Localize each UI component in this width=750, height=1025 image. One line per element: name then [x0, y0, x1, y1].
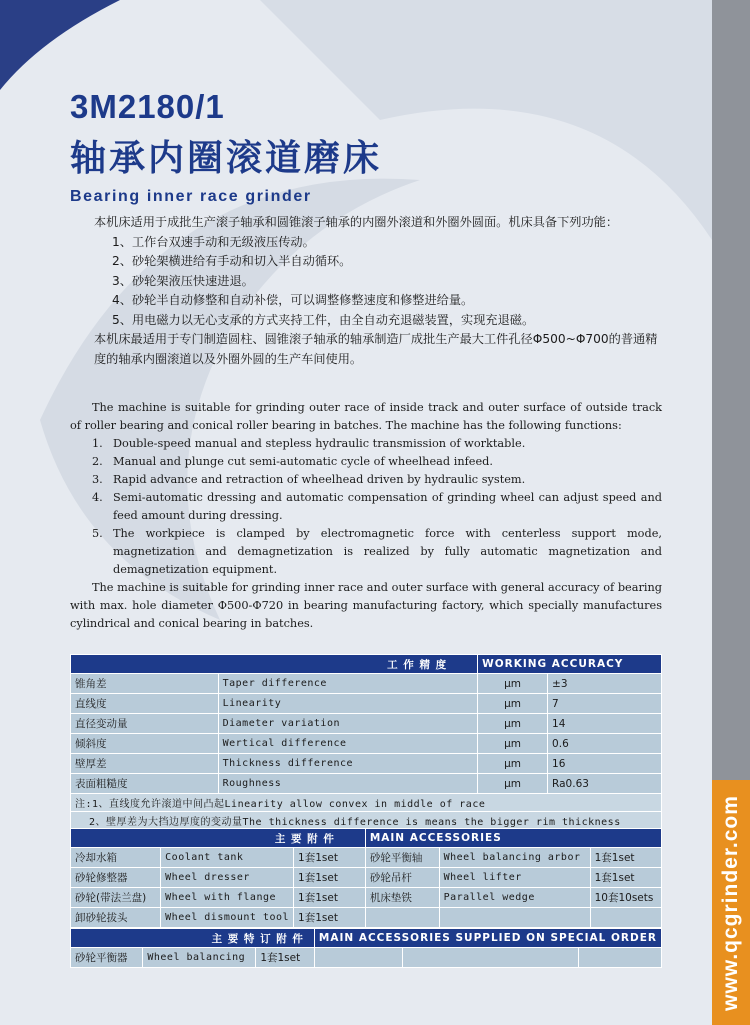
cell: 1套1set — [294, 908, 366, 928]
cell: 卸砂轮拔头 — [71, 908, 161, 928]
table-header — [71, 929, 662, 948]
cell — [314, 948, 402, 968]
row-value: Ra0.63 — [548, 774, 662, 794]
cell: Wheel lifter — [439, 868, 590, 888]
accessories-header-en: MAIN ACCESSORIES — [365, 829, 661, 848]
cell: Wheel dresser — [161, 868, 294, 888]
table-note: 2、壁厚差为大挡边厚度的变动量The thickness difference is means the bigger rim thickness — [71, 812, 662, 830]
row-value: 7 — [548, 694, 662, 714]
cell: 砂轮平衡器 — [71, 948, 143, 968]
cell: 1套1set — [294, 868, 366, 888]
main-accessories-table — [70, 828, 662, 928]
row-unit: μm — [478, 674, 548, 694]
list-item: 5. The workpiece is clamped by electromagnetic force with centerless support mode, magnetization and demagnetization is realized by fully automatic magnetization and demagnetization equipment. — [92, 527, 662, 576]
page-title-en: Bearing inner race grinder — [70, 188, 312, 205]
row-unit: μm — [478, 694, 548, 714]
table-row — [71, 848, 662, 868]
cell — [590, 908, 661, 928]
cell — [402, 948, 578, 968]
table-row — [71, 888, 662, 908]
cell — [439, 908, 590, 928]
cell: 砂轮修整器 — [71, 868, 161, 888]
en-summary: The machine is suitable for grinding inner race and outer surface with general accuracy of bearing with max. hole diameter Φ500-Φ720 in bearing manufacturing factory, which specially manufactures cylindrical and conical bearing in batches. — [70, 581, 662, 630]
accuracy-header-cn: 工 作 精 度 — [71, 655, 478, 674]
list-item: 1. Double-speed manual and stepless hydraulic transmission of worktable. — [92, 437, 526, 450]
row-cn: 壁厚差 — [71, 754, 219, 774]
page-title-cn: 轴承内圈滚道磨床 — [70, 138, 383, 179]
chinese-description — [70, 213, 662, 369]
cell: Wheel balancing — [143, 948, 256, 968]
row-value: ±3 — [548, 674, 662, 694]
table-row — [71, 754, 662, 774]
cn-item: 2、砂轮架横进给有手动和切入半自动循环。 — [112, 254, 352, 268]
special-header-cn: 主 要 特 订 附 件 — [71, 929, 315, 948]
row-cn: 直线度 — [71, 694, 219, 714]
row-en: Diameter variation — [218, 714, 477, 734]
row-cn: 直径变动量 — [71, 714, 219, 734]
cell — [365, 908, 439, 928]
cell: 砂轮(带法兰盘) — [71, 888, 161, 908]
list-item: 4. Semi-automatic dressing and automatic compensation of grinding wheel can adjust speed and feed amount during dressing. — [92, 491, 662, 522]
table-row — [71, 774, 662, 794]
working-accuracy-table — [70, 654, 662, 830]
row-cn: 锥角差 — [71, 674, 219, 694]
english-description — [70, 399, 662, 633]
row-value: 0.6 — [548, 734, 662, 754]
row-en: Thickness difference — [218, 754, 477, 774]
row-en: Wertical difference — [218, 734, 477, 754]
table-row — [71, 674, 662, 694]
cn-item: 4、砂轮半自动修整和自动补偿，可以调整修整速度和修整进给量。 — [112, 293, 474, 307]
accuracy-header-en: WORKING ACCURACY — [478, 655, 662, 674]
en-intro: The machine is suitable for grinding outer race of inside track and outer surface of outside track of roller bearing and conical roller bearing in batches. The machine has the following functions: — [70, 401, 662, 432]
list-item: 2. Manual and plunge cut semi-automatic cycle of wheelhead infeed. — [92, 455, 493, 468]
row-unit: μm — [478, 734, 548, 754]
special-header-en: MAIN ACCESSORIES SUPPLIED ON SPECIAL ORDER — [314, 929, 661, 948]
special-accessories-table — [70, 928, 662, 968]
table-row — [71, 868, 662, 888]
cn-item: 3、砂轮架液压快速进退。 — [112, 273, 254, 288]
row-unit: μm — [478, 774, 548, 794]
cell: Coolant tank — [161, 848, 294, 868]
row-en: Linearity — [218, 694, 477, 714]
table-row — [71, 734, 662, 754]
table-note: 注:1、直线度允许滚道中间凸起Linearity allow convex in middle of race — [71, 794, 662, 812]
table-row — [71, 948, 662, 968]
list-item: 3. Rapid advance and retraction of wheelhead driven by hydraulic system. — [92, 473, 526, 486]
model-number: 3M2180/1 — [70, 88, 225, 125]
row-cn: 倾斜度 — [71, 734, 219, 754]
row-unit: μm — [478, 754, 548, 774]
table-header — [71, 655, 662, 674]
table-row — [71, 714, 662, 734]
cell: 砂轮吊杆 — [365, 868, 439, 888]
cell: 机床垫铁 — [365, 888, 439, 908]
table-header — [71, 829, 662, 848]
cell: 1套1set — [590, 868, 661, 888]
table-row — [71, 694, 662, 714]
row-en: Roughness — [218, 774, 477, 794]
row-cn: 表面粗糙度 — [71, 774, 219, 794]
cell: 1套1set — [256, 948, 315, 968]
cn-intro: 本机床适用于成批生产滚子轴承和圆锥滚子轴承的内圈外滚道和外圈外圆面。机床具备下列功能： — [94, 215, 619, 229]
cell: 砂轮平衡轴 — [365, 848, 439, 868]
accessories-header-cn: 主 要 附 件 — [71, 829, 366, 848]
cell: 10套10sets — [590, 888, 661, 908]
cell — [578, 948, 661, 968]
website-url: www.qcgrinder.com — [719, 794, 743, 1011]
row-value: 14 — [548, 714, 662, 734]
cell: Wheel dismount tool — [161, 908, 294, 928]
cell: Parallel wedge — [439, 888, 590, 908]
cell: 1套1set — [590, 848, 661, 868]
cell: Wheel with flange — [161, 888, 294, 908]
row-en: Taper difference — [218, 674, 477, 694]
cn-item: 5、用电磁力以无心支承的方式夹持工件，由全自动充退磁装置，实现充退磁。 — [112, 312, 535, 327]
cell: 1套1set — [294, 888, 366, 908]
cell: 冷却水箱 — [71, 848, 161, 868]
cell: Wheel balancing arbor — [439, 848, 590, 868]
table-row — [71, 908, 662, 928]
row-unit: μm — [478, 714, 548, 734]
row-value: 16 — [548, 754, 662, 774]
cn-item: 1、工作台双速手动和无级液压传动。 — [112, 234, 315, 249]
cn-summary: 本机床最适用于专门制造圆柱、圆锥滚子轴承的轴承制造厂成批生产最大工件孔径Φ500~Φ700的普通精度的轴承内圈滚道以及外圈外圆的生产车间使用。 — [94, 332, 658, 366]
cell: 1套1set — [294, 848, 366, 868]
